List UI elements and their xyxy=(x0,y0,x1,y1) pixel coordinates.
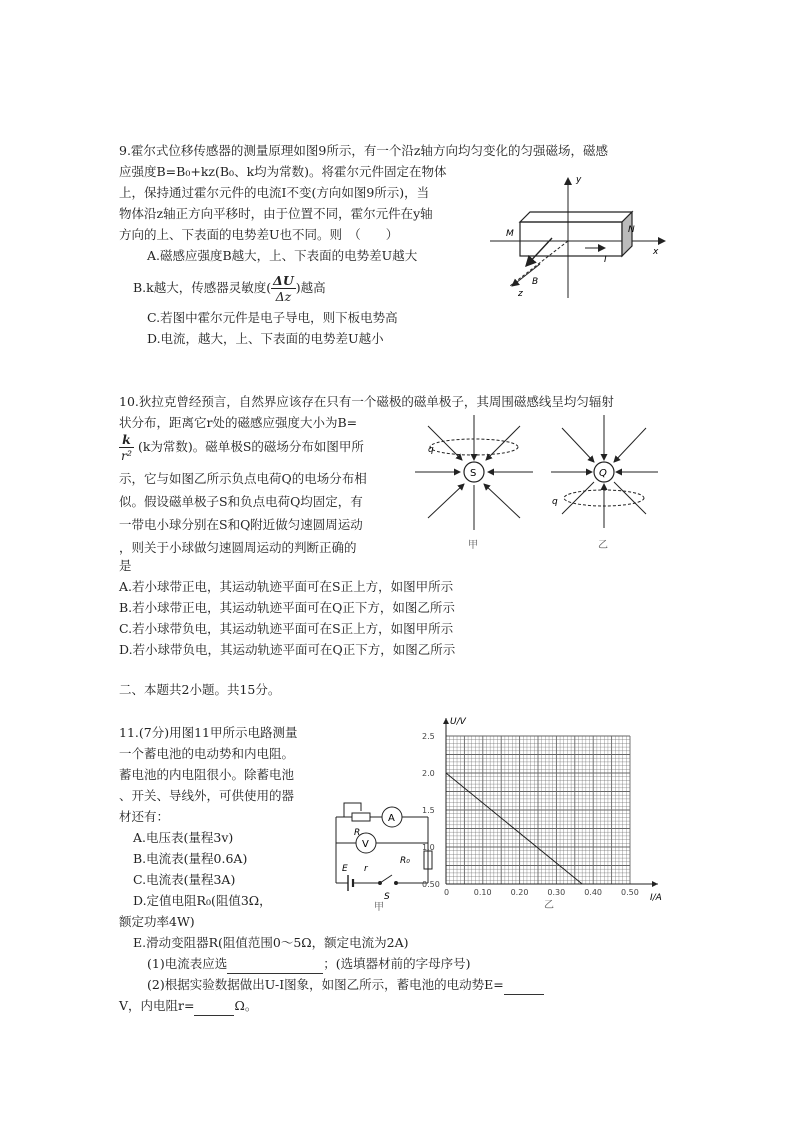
q11-sub-1 xyxy=(147,954,470,974)
sub-1-tail: ；(选填器材前的字母序号) xyxy=(323,956,471,971)
q-center-label: Q xyxy=(599,468,607,479)
x-tick-label: 0 xyxy=(444,888,450,897)
answer-blank-resistance[interactable] xyxy=(194,1001,234,1016)
q10-line-4: 示，它与如图乙所示负点电荷Q的电场分布相 xyxy=(119,471,367,486)
q9-option-d: D.电流，越大，上、下表面的电势差U越小 xyxy=(147,331,384,346)
voltmeter-label: V xyxy=(362,839,369,850)
q10-option-d: D.若小球带负电，其运动轨迹平面可在Q正下方，如图乙所示 xyxy=(119,642,456,657)
y-axis-label: y xyxy=(576,175,582,185)
fraction-numerator: ΔU xyxy=(273,273,294,288)
answer-blank-ammeter[interactable] xyxy=(227,959,323,974)
q9-line-5: 方向的上、下表面的电势差U也不同。则 （ ） xyxy=(119,227,399,242)
y-tick-label: 2.0 xyxy=(422,769,435,778)
ball-q-label: q xyxy=(428,445,434,455)
q11-line-1: 11.(7分)用图11甲所示电路测量 xyxy=(119,725,298,740)
q11-option-d: D.定值电阻R₀(阻值3Ω， xyxy=(133,893,272,908)
switch-label: S xyxy=(384,892,390,902)
q11-option-c: C.电流表(量程3A) xyxy=(133,872,236,887)
q11-line-5: 材还有： xyxy=(119,809,170,824)
y-axis-arrowhead xyxy=(443,718,449,724)
b-formula-fraction xyxy=(119,432,134,463)
x-axis-label: x xyxy=(653,247,659,257)
x-axis-arrowhead xyxy=(652,881,658,887)
monopole-figure-jia xyxy=(410,410,540,555)
q10-option-c: C.若小球带负电，其运动轨迹平面可在S正上方，如图甲所示 xyxy=(119,621,454,636)
q10-line-2: 状分布，距离它r处的磁感应强度大小为B= xyxy=(119,415,358,430)
hall-element-front xyxy=(520,222,622,256)
q9-line-4: 物体沿z轴正方向平移时，由于位置不同，霍尔元件在y轴 xyxy=(119,206,433,221)
q11-option-d-cont: 额定功率4W) xyxy=(119,914,195,929)
q10-line-1: 10.狄拉克曾经预言，自然界应该存在只有一个磁极的磁单极子，其周围磁感线呈均匀辐射 xyxy=(119,394,614,409)
y-tick-label: 0.50 xyxy=(422,880,440,889)
sensitivity-fraction xyxy=(271,273,296,304)
q10-line-6: 一带电小球分别在S和Q附近做匀速圆周运动 xyxy=(119,517,363,532)
graph-grid xyxy=(446,736,630,884)
q10-line-5: 似。假设磁单极子S和负点电荷Q均固定，有 xyxy=(119,494,363,509)
y-tick-label: 2.5 xyxy=(422,732,435,741)
q9-line-3: 上，保持通过霍尔元件的电流I不变(方向如图9所示)，当 xyxy=(119,185,430,200)
x-tick-label: 0.30 xyxy=(547,888,566,897)
rheostat-r xyxy=(352,813,370,821)
q11-line-3: 蓄电池的内电阻很小。除蓄电池 xyxy=(119,767,295,782)
u-i-graph xyxy=(418,712,678,912)
q11-option-a: A.电压表(量程3v) xyxy=(133,830,234,845)
q11-option-e: E.滑动变阻器R(阻值范围0～5Ω，额定电流为2A) xyxy=(133,935,409,950)
section-2-heading: 二、本题共2小题。共15分。 xyxy=(119,682,281,697)
q11-line-4: 、开关、导线外，可供使用的器 xyxy=(119,788,295,803)
b-arrow xyxy=(526,238,552,266)
fraction-denominator: Δz xyxy=(275,289,292,304)
q9-line-2: 应强度B=B₀+kz(B₀、k均为常数)。将霍尔元件固定在物体 xyxy=(119,164,447,179)
sub-2-v-text: V，内电阻r= xyxy=(119,998,195,1013)
graph-ticks xyxy=(422,732,639,897)
n-label: N xyxy=(628,225,635,235)
m-label: M xyxy=(506,229,514,239)
internal-r-label: r xyxy=(364,864,368,874)
q9-line-1: 9.霍尔式位移传感器的测量原理如图9所示，有一个沿z轴方向均匀变化的匀强磁场，磁感 xyxy=(119,143,608,158)
sub-1-text: (1)电流表应选 xyxy=(147,956,228,971)
fig-yi-caption: 乙 xyxy=(598,540,608,551)
q11-sub-2-cont xyxy=(119,996,257,1016)
emf-label: E xyxy=(342,864,348,874)
graph-caption: 乙 xyxy=(544,900,554,911)
y-tick-label: 1.0 xyxy=(422,843,435,852)
ball-q-label: q xyxy=(552,497,558,507)
z-axis-label: z xyxy=(518,289,523,299)
charge-figure-yi xyxy=(548,410,663,555)
x-tick-label: 0.50 xyxy=(621,888,639,897)
fraction-denominator: r² xyxy=(121,448,132,463)
current-label: I xyxy=(604,255,607,265)
q10-line-3 xyxy=(119,432,364,463)
s-label: S xyxy=(470,468,477,479)
b-label: B xyxy=(532,277,539,287)
y-tick-label: 1.5 xyxy=(422,806,435,815)
x-tick-label: 0.40 xyxy=(584,888,603,897)
hall-sensor-figure xyxy=(480,168,680,308)
q9-option-b xyxy=(133,273,326,304)
q10-line-3-text: (k为常数)。磁单极S的磁场分布如图甲所 xyxy=(137,439,364,454)
z-axis-hidden xyxy=(510,241,568,286)
sub-2-text: (2)根据实验数据做出U-I图象，如图乙所示，蓄电池的电动势E= xyxy=(147,977,504,992)
q11-line-2: 一个蓄电池的电动势和内电阻。 xyxy=(119,746,295,761)
r0-label: R₀ xyxy=(400,856,410,866)
q9-option-b-tail: )越高 xyxy=(295,280,326,295)
x-tick-label: 0.10 xyxy=(473,888,492,897)
q9-option-a: A.磁感应强度B越大，上、下表面的电势差U越大 xyxy=(147,248,418,263)
q10-option-a: A.若小球带正电，其运动轨迹平面可在S正上方，如图甲所示 xyxy=(119,579,454,594)
q10-line-7: ，则关于小球做匀速圆周运动的判断正确的 xyxy=(119,540,357,555)
fig-jia-caption: 甲 xyxy=(468,540,478,551)
x-axis-title: I/A xyxy=(650,893,662,903)
q9-option-c: C.若图中霍尔元件是电子导电，则下板电势高 xyxy=(147,310,398,325)
answer-blank-emf[interactable] xyxy=(504,980,544,995)
sub-2-unit: Ω。 xyxy=(234,998,258,1013)
q10-option-b: B.若小球带正电，其运动轨迹平面可在Q正下方，如图乙所示 xyxy=(119,600,455,615)
fraction-numerator: k xyxy=(119,432,134,448)
q9-option-b-text: B.k越大，传感器灵敏度( xyxy=(133,280,272,295)
ammeter-label: A xyxy=(388,813,395,824)
x-tick-label: 0.20 xyxy=(510,888,529,897)
circuit-caption: 甲 xyxy=(374,902,384,913)
q11-sub-2 xyxy=(147,975,544,995)
rheostat-label: R xyxy=(354,828,361,838)
q11-option-b: B.电流表(量程0.6A) xyxy=(133,851,248,866)
y-axis-title: U/V xyxy=(450,717,466,727)
q10-line-8: 是 xyxy=(119,558,132,573)
hall-element-top xyxy=(520,212,632,222)
